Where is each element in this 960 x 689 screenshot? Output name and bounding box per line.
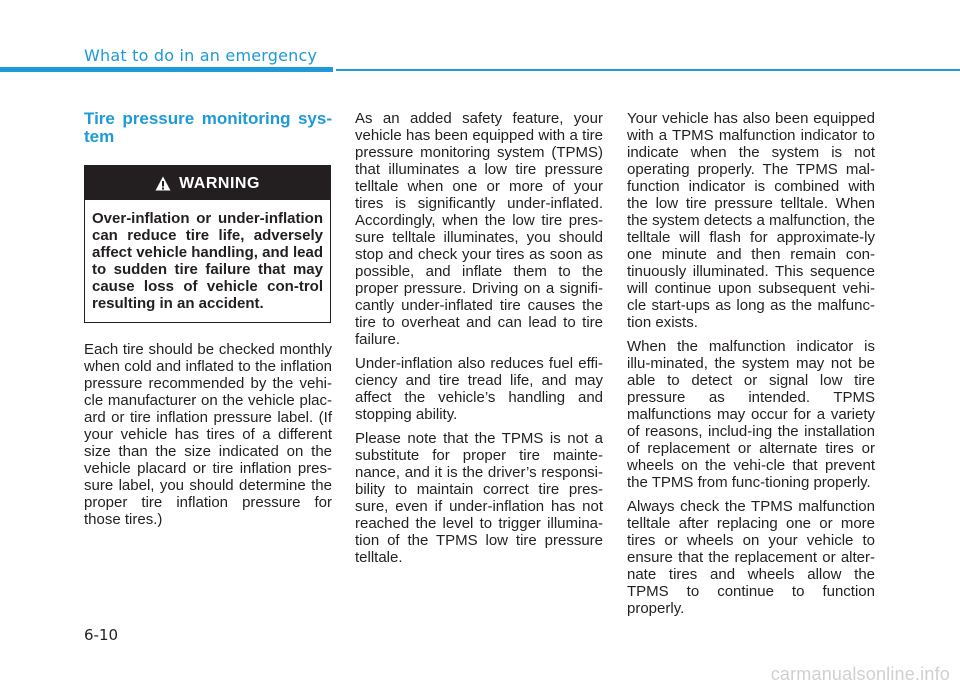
warning-triangle-icon <box>155 176 171 191</box>
page-number: 6-10 <box>84 626 119 644</box>
header-rule-thick <box>0 67 333 72</box>
warning-label: WARNING <box>179 174 260 192</box>
header-rule-thin <box>336 69 960 71</box>
watermark: carmanualsonline.info <box>770 664 950 684</box>
warning-box <box>84 165 331 323</box>
column-2 <box>355 110 603 573</box>
paragraph: Please note that the TPMS is not a substitute for proper tire mainte-nance, and it is the driver’s responsi-bility to maintain correct tire pres-sure, even if under-inflation has not reached the level to trigger illumina-tion of the TPMS low tire pressure telltale. <box>355 430 603 566</box>
column-1 <box>84 110 332 535</box>
paragraph: Always check the TPMS malfunction telltale after replacing one or more tires or wheels on your vehicle to ensure that the replacement or alter-nate tires and wheels allow the TPMS to continue to function properly. <box>627 498 875 617</box>
page-title: Tire pressure monitoring sys-tem <box>84 109 332 146</box>
section-header-title: What to do in an emergency <box>84 46 318 65</box>
paragraph: When the malfunction indicator is illu-minated, the system may not be able to detect or signal low tire pressure as intended. TPMS malfunctions may occur for a variety of reasons, includ-ing the installation of replacement or alternate tires or wheels on the vehi-cle that prevent the TPMS from func-tioning properly. <box>627 338 875 491</box>
column-3 <box>627 110 875 624</box>
paragraph: Your vehicle has also been equipped with a TPMS malfunction indicator to indicate when the system is not operating properly. The TPMS mal-function indicator is combined with the low tire pressure telltale. When the system detects a malfunction, the telltale will flash for approximate-ly one minute and then remain con-tinuously illuminated. This sequence will continue upon subsequent vehi-cle start-ups as long as the malfunc-tion exists. <box>627 110 875 331</box>
warning-header <box>85 166 330 200</box>
paragraph: Under-inflation also reduces fuel effi-ciency and tire tread life, and may affect the vehicle’s handling and stopping ability. <box>355 355 603 423</box>
paragraph: Each tire should be checked monthly when cold and inflated to the inflation pressure recommended by the vehi-cle manufacturer on the vehicle plac-ard or tire inflation pressure label. (If your vehicle has tires of a different size than the size indicated on the vehicle placard or tire inflation pres-sure label, you should determine the proper tire inflation pressure for those tires.) <box>84 341 332 528</box>
warning-text: Over-inflation or under-inflation can reduce tire life, adversely affect vehicle handling, and lead to sudden tire failure that may cause loss of vehicle con-trol resulting in an accident. <box>92 210 323 312</box>
paragraph: As an added safety feature, your vehicle has been equipped with a tire pressure monitoring system (TPMS) that illuminates a low tire pressure telltale when one or more of your tires is significantly under-inflated. Accordingly, when the low tire pres-sure telltale illuminates, you should stop and check your tires as soon as possible, and inflate them to the proper pressure. Driving on a signifi-cantly under-inflated tire causes the tire to overheat and can lead to tire failure. <box>355 110 603 348</box>
